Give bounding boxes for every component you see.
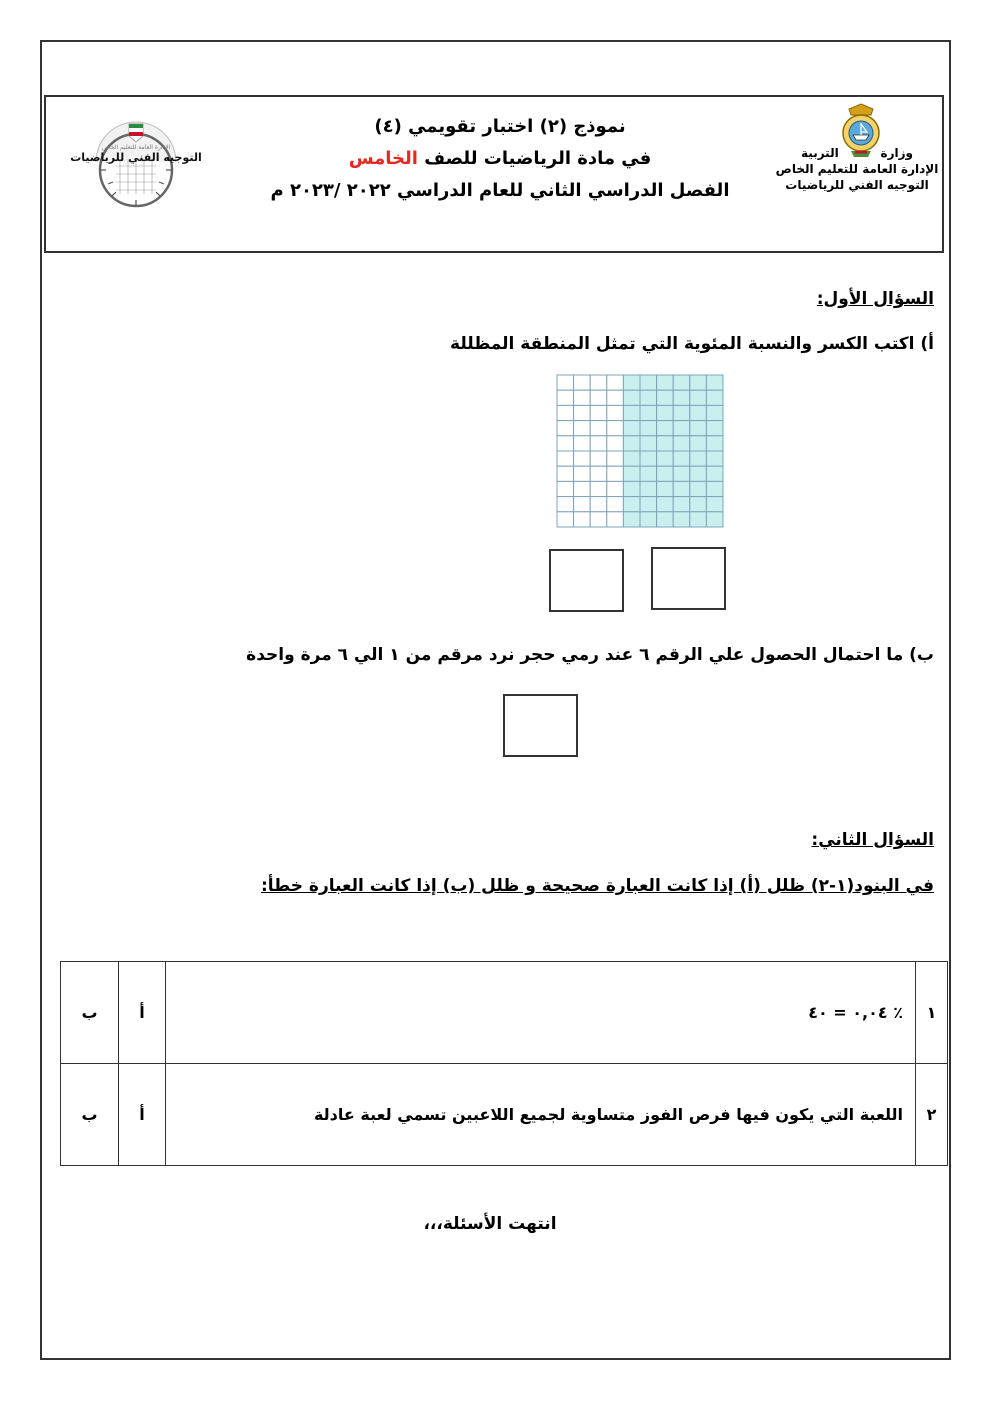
grid-cell — [574, 466, 591, 481]
grid-cell-shaded — [640, 481, 657, 496]
grid-cell — [607, 466, 624, 481]
exam-subject — [240, 148, 760, 169]
grid-cell — [574, 451, 591, 466]
grid-cell-shaded — [673, 436, 690, 451]
ministry-line2: الإدارة العامة للتعليم الخاص — [775, 162, 939, 176]
question1-part-b: ب) ما احتمال الحصول علي الرقم ٦ عند رمي حجر نرد مرقم من ١ الي ٦ مرة واحدة — [246, 645, 934, 665]
grid-cell — [607, 405, 624, 420]
grid-cell-shaded — [673, 421, 690, 436]
grid-cell-shaded — [657, 375, 674, 390]
grid-cell — [557, 436, 574, 451]
grid-cell — [574, 405, 591, 420]
true-false-table — [60, 961, 948, 1166]
grid-cell — [574, 512, 591, 527]
item-number: ٢ — [916, 1064, 948, 1166]
grid-cell-shaded — [690, 451, 707, 466]
grid-cell-shaded — [706, 497, 723, 512]
hundred-grid — [556, 374, 724, 528]
grid-cell-shaded — [623, 375, 640, 390]
grid-cell-shaded — [657, 421, 674, 436]
grid-cell-shaded — [640, 497, 657, 512]
grid-cell-shaded — [673, 466, 690, 481]
grid-cell-shaded — [706, 405, 723, 420]
grid-cell-shaded — [640, 390, 657, 405]
grid-cell-shaded — [623, 421, 640, 436]
grid-cell-shaded — [657, 512, 674, 527]
grid-cell — [574, 390, 591, 405]
grid-cell — [590, 405, 607, 420]
grid-cell-shaded — [657, 436, 674, 451]
grid-cell — [557, 497, 574, 512]
grid-cell-shaded — [640, 466, 657, 481]
grid-cell-shaded — [673, 405, 690, 420]
grid-cell-shaded — [640, 405, 657, 420]
grid-cell-shaded — [690, 466, 707, 481]
grid-cell — [607, 421, 624, 436]
grid-cell — [607, 497, 624, 512]
grid-cell-shaded — [706, 512, 723, 527]
table-row — [61, 962, 948, 1064]
grid-cell — [557, 375, 574, 390]
ministry-text — [772, 145, 942, 193]
grid-cell-shaded — [706, 451, 723, 466]
grid-cell — [557, 512, 574, 527]
ministry-line1 — [772, 145, 942, 161]
grid-cell — [590, 481, 607, 496]
grid-cell-shaded — [640, 451, 657, 466]
grid-cell-shaded — [640, 512, 657, 527]
grid-cell-shaded — [640, 421, 657, 436]
grid-cell-shaded — [706, 390, 723, 405]
grid-cell-shaded — [690, 421, 707, 436]
grid-cell-shaded — [673, 497, 690, 512]
math-department-logo — [66, 114, 206, 214]
exam-title: نموذج (٢) اختبار تقويمي (٤) — [374, 116, 626, 137]
grid-cell — [590, 436, 607, 451]
probability-answer-box[interactable] — [503, 694, 578, 757]
grid-cell-shaded — [623, 481, 640, 496]
grid-cell-shaded — [690, 375, 707, 390]
grid-cell — [557, 466, 574, 481]
fraction-answer-box[interactable] — [549, 549, 624, 612]
grid-cell — [590, 466, 607, 481]
grid-cell-shaded — [690, 497, 707, 512]
grid-cell — [557, 421, 574, 436]
grid-cell-shaded — [690, 390, 707, 405]
grid-cell — [574, 375, 591, 390]
grid-cell-shaded — [706, 421, 723, 436]
grid-cell — [557, 481, 574, 496]
question1-part-a: أ) اكتب الكسر والنسبة المئوية التي تمثل المنطقة المظللة — [450, 334, 934, 354]
exam-term: الفصل الدراسي الثاني للعام الدراسي ٢٠٢٢ /٢٠٢٣ م — [270, 180, 730, 201]
grid-cell-shaded — [657, 405, 674, 420]
grid-cell — [607, 512, 624, 527]
ministry-name-a: وزارة — [880, 146, 913, 160]
item-statement-text: ٠,٠٤ = ٤٠ ٪ — [808, 1003, 903, 1022]
grid-cell — [557, 405, 574, 420]
svg-text:التوجيه الفني للرياضيات: التوجيه الفني للرياضيات — [70, 151, 202, 164]
question1-heading: السؤال الأول: — [816, 289, 934, 309]
grid-cell — [557, 390, 574, 405]
grid-cell-shaded — [623, 497, 640, 512]
grid-cell — [607, 481, 624, 496]
option-b[interactable]: ب — [61, 962, 119, 1064]
option-a[interactable]: أ — [119, 962, 166, 1064]
grid-cell — [590, 390, 607, 405]
grid-cell — [590, 497, 607, 512]
grid-cell-shaded — [673, 390, 690, 405]
item-statement — [166, 962, 916, 1064]
grid-cell-shaded — [706, 466, 723, 481]
grid-cell — [590, 421, 607, 436]
grid-cell — [607, 375, 624, 390]
grid-cell-shaded — [706, 436, 723, 451]
question2-instruction: في البنود(١-٢) ظلل (أ) إذا كانت العبارة صحيحة و ظلل (ب) إذا كانت العبارة خطأ: — [261, 876, 934, 896]
grid-cell — [574, 497, 591, 512]
table-row — [61, 1064, 948, 1166]
grid-cell-shaded — [673, 451, 690, 466]
grid-cell-shaded — [657, 451, 674, 466]
option-b[interactable]: ب — [61, 1064, 119, 1166]
grid-cell-shaded — [690, 405, 707, 420]
grid-cell-shaded — [690, 436, 707, 451]
grid-cell-shaded — [657, 481, 674, 496]
grid-cell — [590, 451, 607, 466]
item-number: ١ — [916, 962, 948, 1064]
grid-cell-shaded — [706, 375, 723, 390]
grid-cell — [574, 436, 591, 451]
grid-cell-shaded — [623, 451, 640, 466]
grade-label: الخامس — [348, 148, 418, 169]
grid-cell-shaded — [690, 481, 707, 496]
grid-cell-shaded — [640, 375, 657, 390]
grid-cell — [607, 390, 624, 405]
grid-cell — [574, 421, 591, 436]
grid-cell — [590, 375, 607, 390]
grid-cell-shaded — [673, 481, 690, 496]
grid-cell-shaded — [623, 512, 640, 527]
subject-prefix: في مادة الرياضيات للصف — [424, 148, 652, 169]
grid-cell-shaded — [673, 512, 690, 527]
grid-cell-shaded — [623, 390, 640, 405]
option-a[interactable]: أ — [119, 1064, 166, 1166]
grid-cell-shaded — [657, 466, 674, 481]
grid-cell — [607, 436, 624, 451]
ministry-line3: التوجيه الفني للرياضيات — [785, 178, 929, 192]
question2-heading: السؤال الثاني: — [811, 830, 934, 850]
grid-cell-shaded — [657, 497, 674, 512]
grid-cell-shaded — [706, 481, 723, 496]
grid-cell — [607, 451, 624, 466]
percent-answer-box[interactable] — [651, 547, 726, 610]
item-statement: اللعبة التي يكون فيها فرص الفوز متساوية لجميع اللاعبين تسمي لعبة عادلة — [166, 1064, 916, 1166]
svg-text:الإدارة العامة للتعليم الخاص: الإدارة العامة للتعليم الخاص — [101, 144, 171, 151]
ministry-name-b: التربية — [801, 146, 839, 160]
grid-cell-shaded — [640, 436, 657, 451]
grid-cell-shaded — [623, 466, 640, 481]
grid-cell-shaded — [657, 390, 674, 405]
grid-cell-shaded — [690, 512, 707, 527]
grid-cell — [590, 512, 607, 527]
grid-cell — [557, 451, 574, 466]
grid-cell-shaded — [673, 375, 690, 390]
grid-cell-shaded — [623, 436, 640, 451]
grid-cell-shaded — [623, 405, 640, 420]
end-of-questions: انتهت الأسئلة،،، — [423, 1214, 557, 1234]
grid-cell — [574, 481, 591, 496]
